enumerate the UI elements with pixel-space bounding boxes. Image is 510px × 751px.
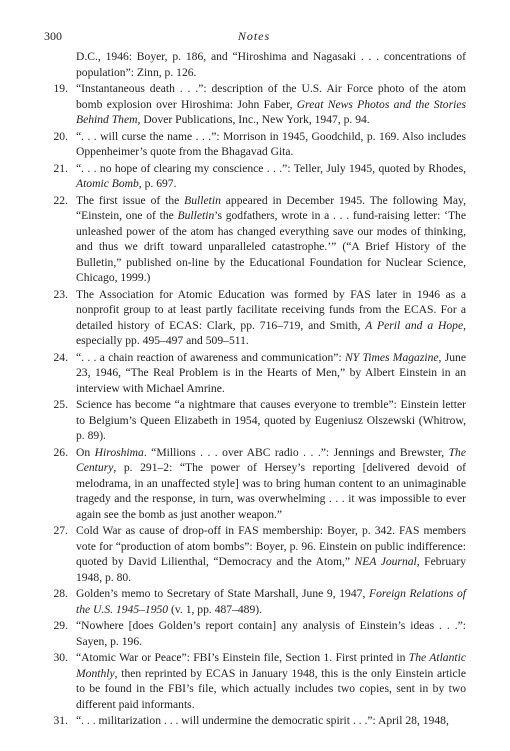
endnote — [44, 81, 466, 128]
endnote-italic-text: Bulletin — [184, 193, 221, 207]
endnote-number: 28. — [53, 587, 68, 600]
endnote-text-run: . “Millions . . . over ABC radio . . .”: Jennings and Brewster, — [143, 445, 449, 459]
endnote-text-run: “. . . militarization . . . will undermine the democratic spirit . . .”: April 28, 1948, — [76, 714, 449, 727]
endnote — [44, 350, 466, 397]
endnote-italic-text: Great News Photos and the Stories Behind Them — [76, 97, 466, 126]
endnote-text-run: , p. 291–2: “The power of Hersey’s reporting [delivered devoid of melodrama, in an unaffected style] was to bring human content to an unimaginable tragedy and the response, in turn, was overwhelming . . . it was impossible to ever again see the bomb as just another weapon.” — [76, 461, 466, 521]
endnote-text-run: “Instantaneous death . . .”: description of the U.S. Air Force photo of the atom bomb explosion over Hiroshima: John Faber, — [76, 82, 466, 111]
endnote-number: 25. — [53, 398, 68, 411]
endnote-text-run: , Dover Publications, Inc., New York, 1947, p. 94. — [137, 113, 370, 126]
endnote-text-run: “Nowhere [does Golden’s report contain] any analysis of Einstein’s ideas . . .”: Sayen, p. 196. — [76, 619, 466, 648]
endnote-text-run: (v. 1, pp. 487–489). — [168, 602, 263, 616]
endnote-text-run: ’s godfathers, wrote in a . . . fund-raising letter: ‘The unleashed power of the atom has changed everything save our modes of thinking, and thus we drift toward unparalleled catastrophe.’” (“A Brief History of the Bulletin,” published on-line by the Educational Foundation for Nuclear Science, Chicago, 1999.) — [76, 209, 466, 284]
endnote — [44, 523, 466, 585]
endnote-text-run: The first issue of the — [76, 193, 185, 207]
endnote-text-run: , June 23, 1946, “The Real Problem is in the Hearts of Men,” by Albert Einstein in an interview with Michael Amrine. — [76, 350, 466, 395]
endnote-text — [76, 162, 466, 191]
endnote-text-run: On — [76, 445, 95, 459]
endnote-number: 22. — [53, 193, 68, 207]
endnote-number: 21. — [53, 161, 68, 175]
endnote-text — [76, 194, 466, 285]
endnote-text — [76, 398, 466, 442]
endnote-italic-text: Atomic Bomb — [76, 177, 139, 190]
endnote-text — [76, 82, 466, 126]
endnote-text — [76, 288, 466, 348]
endnote-number: 26. — [53, 445, 68, 459]
endnote — [44, 129, 466, 160]
endnote-text-run: Golden’s memo to Secretary of State Marshall, June 9, 1947, — [76, 587, 369, 600]
endnote-number: 30. — [53, 651, 68, 664]
endnote-text — [76, 130, 466, 159]
endnote-text-run: “Atomic War or Peace”: FBI’s Einstein file, Section 1. First printed in — [76, 651, 409, 664]
endnote-text-run: , p. 697. — [138, 177, 177, 190]
endnote-text — [76, 587, 466, 616]
note-continuation: D.C., 1946: Boyer, p. 186, and “Hiroshima and Nagasaki . . . concentrations of population”: Zinn, p. 126. — [76, 50, 466, 79]
endnote-text-run: Science has become “a nightmare that causes everyone to tremble”: Einstein letter to Belgium’s Queen Elizabeth in 1954, quoted by Eugeniusz Olszewski (Whitrow, p. 89). — [76, 398, 466, 442]
page-header — [44, 29, 464, 45]
endnote — [44, 713, 466, 729]
endnote — [44, 445, 466, 523]
endnote — [44, 287, 466, 349]
endnote-text — [76, 524, 466, 584]
endnote-text — [76, 714, 449, 727]
endnote-text — [76, 446, 466, 521]
endnote-text-run: “. . . a chain reaction of awareness and communication”: — [76, 350, 345, 364]
endnote-text-run: , then reprinted by ECAS in January 1948, this is the only Einstein article to be found in the FBI’s file, which actually includes two copies, sent in by two different paid informants. — [76, 666, 466, 711]
endnote-italic-text: NEA Journal — [354, 555, 417, 568]
endnote-text-run: , February 1948, p. 80. — [76, 555, 466, 584]
endnote-italic-text: Foreign Relations of the U.S. 1945–1950 — [76, 587, 466, 616]
endnote — [44, 586, 466, 617]
endnote-italic-text: The Atlantic Monthly — [76, 651, 466, 680]
endnote — [44, 618, 466, 649]
endnote-italic-text: The Century — [76, 445, 466, 474]
endnote — [44, 397, 466, 444]
endnote-number: 29. — [53, 619, 68, 632]
endnote-italic-text: A Peril and a Hope — [365, 318, 464, 332]
endnote-number: 31. — [53, 714, 68, 727]
endnote-number: 20. — [53, 129, 68, 143]
endnote-text — [76, 651, 466, 711]
endnote — [44, 650, 466, 712]
endnote-italic-text: Hiroshima — [94, 445, 144, 459]
endnote-number: 27. — [53, 524, 68, 537]
endnote-italic-text: Bulletin — [177, 209, 215, 222]
endnote-text-run: “. . . will curse the name . . .”: Morrison in 1945, Goodchild, p. 169. Also includes Oppenheimer’s quote from the Bhagavad Gita. — [76, 129, 466, 158]
endnote-text-run: Cold War as cause of drop-off in FAS membership: Boyer, p. 342. FAS members vote for “production of atom bombs”: Boyer, p. 96. Einstein on public indifference: quoted by David Lilienthal, “Democracy and the Atom,” — [76, 524, 466, 568]
endnote — [44, 161, 466, 192]
endnote-text-run: “. . . no hope of clearing my conscience . . .”: Teller, July 1945, quoted by Rhodes, — [76, 161, 466, 175]
endnote-number: 24. — [53, 350, 68, 364]
endnote-text-run: The Association for Atomic Education was formed by FAS later in 1946 as a nonprofit group to at least partly facilitate receiving funds from the ECAS. For a detailed history of ECAS: Clark, pp. 716–719, and Smith, — [76, 287, 466, 332]
endnote-number: 19. — [53, 82, 68, 95]
endnote-italic-text: NY Times Magazine — [344, 350, 439, 364]
page-number: 300 — [44, 29, 62, 43]
endnote-number: 23. — [53, 287, 68, 301]
endnote-text-run: appeared in December 1945. The following May, “Einstein, one of the — [76, 193, 467, 222]
endnote-text-run: , especially pp. 495–497 and 509–511. — [76, 318, 467, 347]
notes-container — [44, 81, 466, 729]
endnote-text — [76, 619, 466, 648]
endnote-text — [76, 351, 466, 395]
endnote — [44, 193, 466, 286]
notes-list — [44, 49, 466, 729]
running-head: Notes — [237, 29, 271, 43]
